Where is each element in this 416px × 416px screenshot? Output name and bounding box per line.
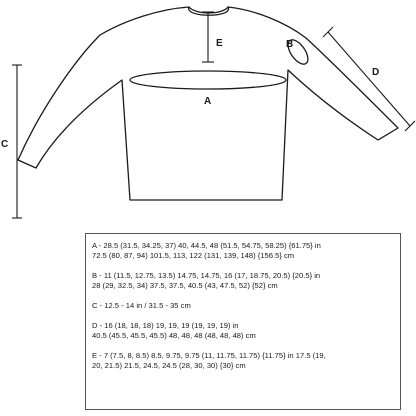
label-a: A [204,96,212,107]
measurements-box [85,233,401,410]
dimension-d-line [328,32,410,126]
measurement-d: D - 16 (18, 18, 18) 19, 19, 19 (19, 19, 19) in 40.5 (45.5, 45.5, 45.5) 48, 48, 48 (48, 48, 48) cm [92,321,256,340]
body-width-ellipse [130,71,286,89]
label-c: C [1,139,9,150]
measurement-e: E - 7 (7.5, 8, 8.5) 8.5, 9.75, 9.75 (11, 11.75, 11.75) {11.75} in 17.5 (19, 20, 21.5) 21.5, 24.5, 24.5 (28, 30, 30) {30} cm [92,351,326,370]
label-e: E [216,38,223,49]
measurement-c: C - 12.5 - 14 in / 31.5 - 35 cm [92,301,191,310]
label-b: B [286,39,294,50]
measurement-a: A - 28.5 (31.5, 34.25, 37) 40, 44.5, 48 (51.5, 54.75, 58.25) {61.75} in 72.5 (80, 87, 94) 101.5, 113, 122 (131, 139, 148) {156.5} cm [92,241,321,260]
measurement-b: B - 11 (11.5, 12.75, 13.5) 14.75, 14.75, 16 (17, 18.75, 20.5) {20.5} in 28 (29, 32.5, 34) 37.5, 37.5, 40.5 (43, 47.5, 52) {52} cm [92,271,321,290]
label-d: D [372,67,380,78]
